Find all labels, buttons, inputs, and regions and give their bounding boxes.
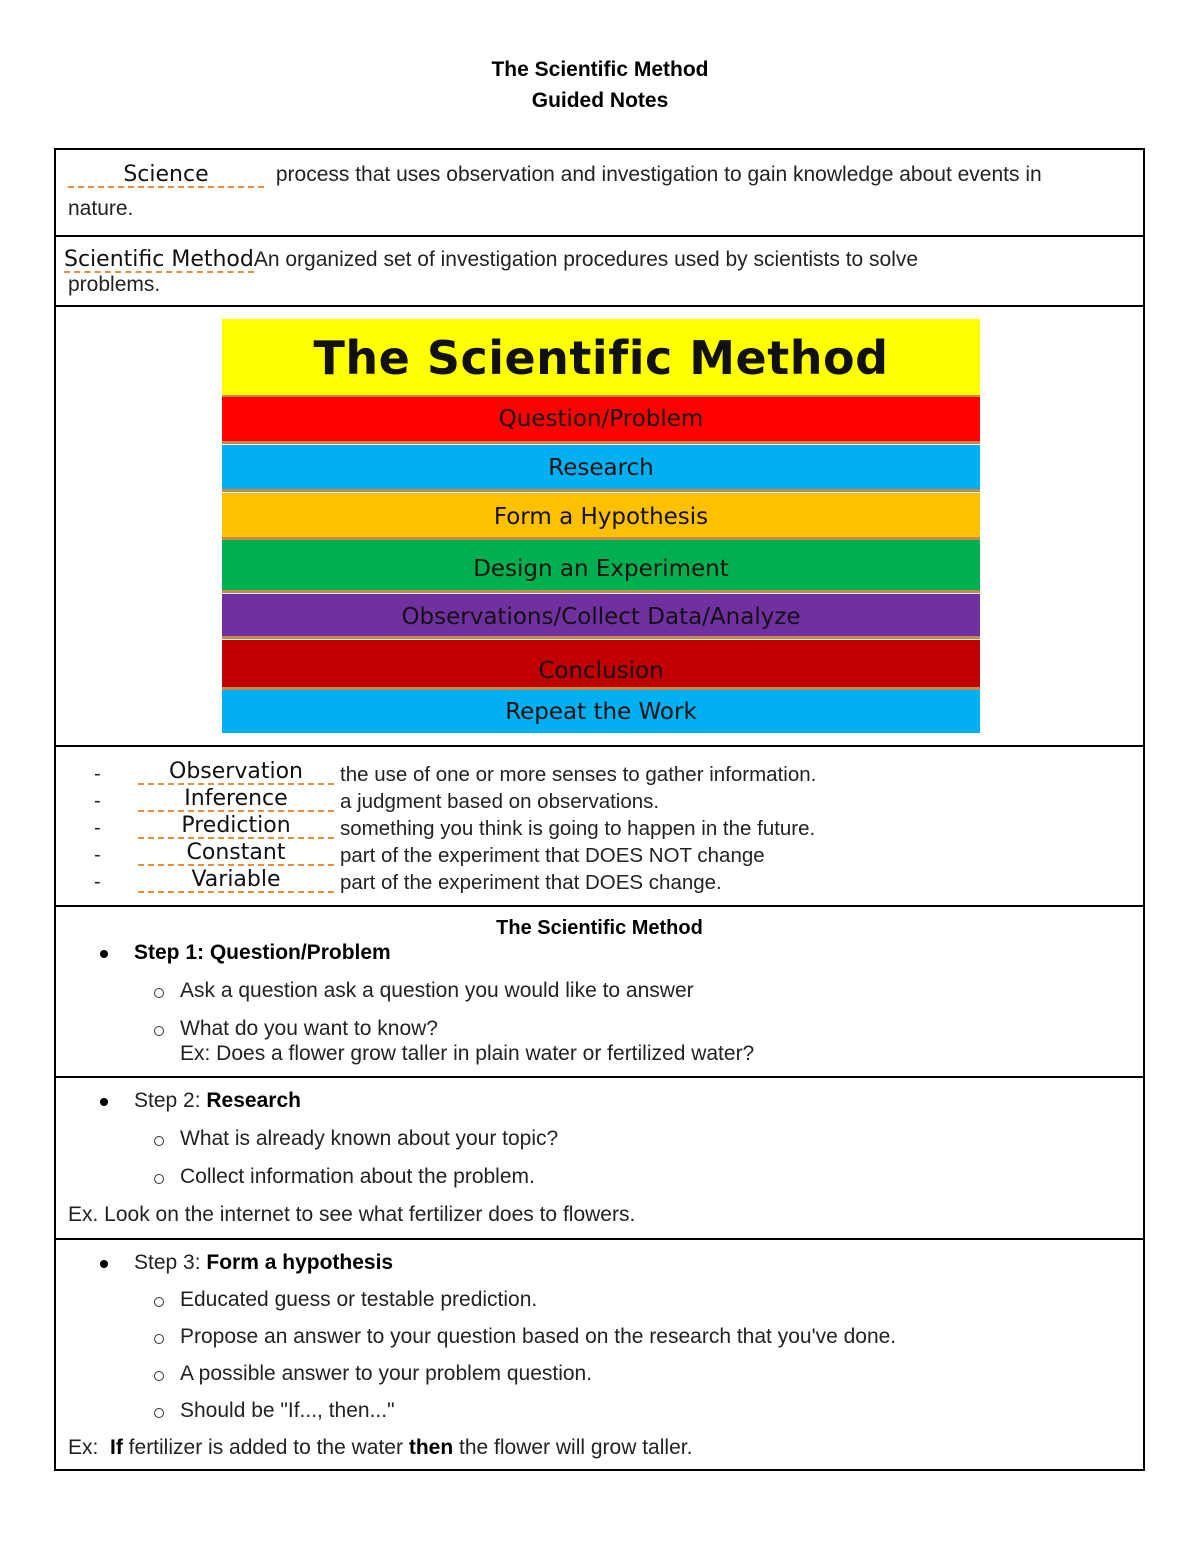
- row-scientific-method: [56, 237, 1143, 307]
- document-subtitle: Guided Notes: [531, 89, 669, 112]
- circle-bullet-icon: [154, 1371, 164, 1381]
- section-heading: The Scientific Method: [496, 917, 703, 939]
- notes-table: [54, 148, 1145, 1471]
- circle-bullet-icon: [154, 1334, 164, 1344]
- vocab-definition: part of the experiment that DOES NOT change: [340, 844, 765, 867]
- diagram-step-observations: Observations/Collect Data/Analyze: [222, 594, 980, 636]
- fill-blank-observation[interactable]: Observation: [138, 759, 334, 784]
- circle-bullet-icon: [154, 988, 164, 998]
- step-2-name: Research: [206, 1089, 301, 1112]
- fill-blank-constant[interactable]: Constant: [138, 840, 334, 865]
- diagram-step-question: Question/Problem: [222, 397, 980, 441]
- science-definition-cont: nature.: [68, 197, 134, 220]
- fill-blank-inference[interactable]: Inference: [138, 786, 334, 811]
- fill-blank-science[interactable]: Science: [68, 162, 264, 187]
- circle-bullet-icon: [154, 1297, 164, 1307]
- row-vocabulary: [56, 747, 1143, 907]
- row-diagram: [56, 307, 1143, 747]
- diagram-step-hypothesis: Form a Hypothesis: [222, 493, 980, 537]
- step-2-prefix: Step 2:: [134, 1089, 207, 1112]
- scientific-method-diagram: [222, 319, 980, 733]
- row-step-3: Step 3: Form a hypothesis Educated guess or testable prediction. Propose an answer to your question based on the research that you've done. A possible answer to your problem question. Should be "If..., then..." Ex: If fertilizer is added to the water then the flower will grow taller.: [68, 1251, 897, 1459]
- bullet-icon: [100, 1098, 108, 1106]
- circle-bullet-icon: [154, 1026, 164, 1036]
- bullet-icon: [100, 950, 108, 958]
- fill-blank-prediction[interactable]: Prediction: [138, 813, 334, 838]
- vocab-definition: the use of one or more senses to gather information.: [340, 763, 817, 786]
- list-dash: -: [94, 790, 101, 812]
- fill-blank-variable[interactable]: Variable: [138, 867, 334, 892]
- list-dash: -: [94, 844, 101, 866]
- diagram-divider: [222, 441, 980, 444]
- list-dash: -: [94, 763, 101, 785]
- diagram-step-research: Research: [222, 445, 980, 489]
- row-step-2: Step 2: Research What is already known about your topic? Collect information about the problem. Ex. Look on the internet to see what fertilizer does to flowers.: [56, 1078, 1143, 1240]
- diagram-step-conclusion: Conclusion: [222, 640, 980, 688]
- circle-bullet-icon: [154, 1174, 164, 1184]
- vocab-definition: part of the experiment that DOES change.: [340, 871, 722, 894]
- vocab-definition: something you think is going to happen in the future.: [340, 817, 816, 840]
- science-definition: process that uses observation and investigation to gain knowledge about events in: [275, 163, 1042, 186]
- step-3-name: Form a hypothesis: [206, 1251, 394, 1274]
- circle-bullet-icon: [154, 1136, 164, 1146]
- step-3-example: Ex: If fertilizer is added to the water then the flower will grow taller.: [68, 1436, 693, 1459]
- diagram-step-repeat: Repeat the Work: [222, 690, 980, 733]
- diagram-divider: [222, 489, 980, 492]
- scientific-method-definition: An organized set of investigation procedures used by scientists to solve: [253, 248, 919, 271]
- list-dash: -: [94, 871, 101, 893]
- diagram-title: The Scientific Method: [222, 319, 980, 395]
- bullet-icon: [100, 1260, 108, 1268]
- row-step-1: The Scientific Method Step 1: Question/Problem Ask a question ask a question you would like to answer What do you want to know? Ex: Does a flower grow taller in plain water or fertilized water?: [56, 907, 1143, 1078]
- step-3-prefix: Step 3:: [134, 1251, 207, 1274]
- circle-bullet-icon: [154, 1408, 164, 1418]
- step-1-label: Step 1: Question/Problem: [134, 941, 391, 964]
- step-2-example: Ex. Look on the internet to see what fertilizer does to flowers.: [68, 1203, 636, 1226]
- row-science: [56, 150, 1143, 237]
- diagram-divider: [222, 636, 980, 639]
- list-dash: -: [94, 817, 101, 839]
- fill-blank-scientific-method[interactable]: Scientific Method: [64, 247, 254, 272]
- scientific-method-definition-cont: problems.: [68, 273, 161, 296]
- vocab-definition: a judgment based on observations.: [340, 790, 660, 813]
- document-title: The Scientific Method: [491, 58, 709, 81]
- diagram-step-experiment: Design an Experiment: [222, 540, 980, 590]
- diagram-divider: [222, 590, 980, 593]
